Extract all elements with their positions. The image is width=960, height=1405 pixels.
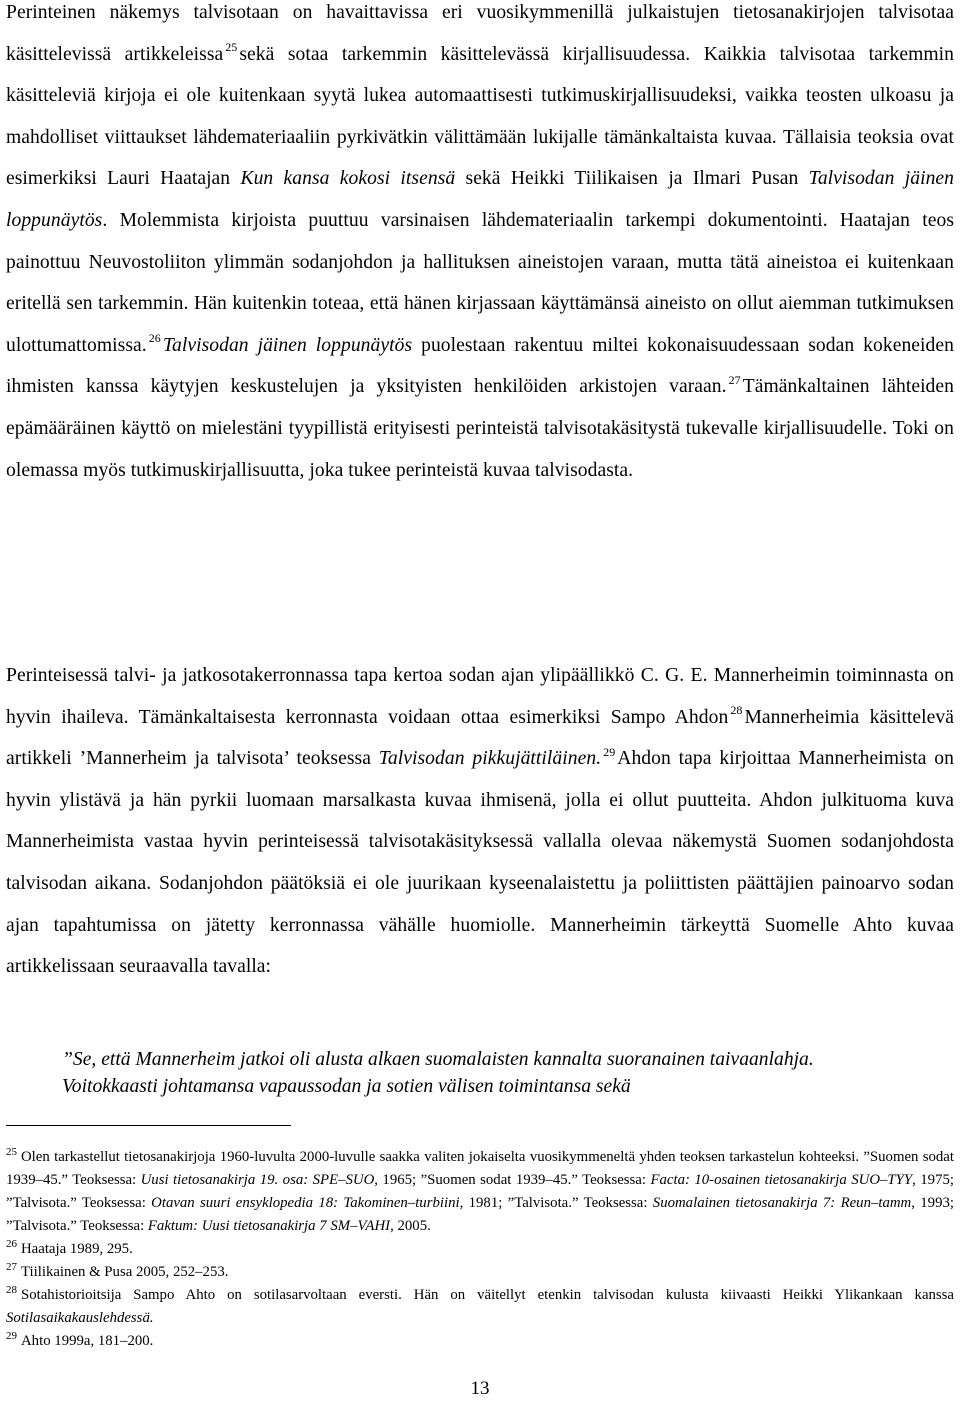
book-title: Talvisodan jäinen loppunäytös (162, 334, 413, 356)
paragraph-text: Perinteisessä talvi- ja jatkosotakerronnassa tapa kertoa sodan ajan ylipäällikkö C. G. E. Mannerheimin toiminnasta on hyvin ihaileva. Tämänkaltaisesta kerronnasta voidaan ottaa esimerkiksi Sampo Ahdon (6, 665, 954, 728)
footnote-25 (6, 1146, 954, 1238)
source-title: Otavan suuri ensyklopedia 18: Takominen–turbiini (151, 1195, 460, 1211)
footnote-text: , 1981; ”Talvisota.” Teoksessa: (459, 1195, 648, 1211)
footnote-text: Sotahistorioitsija Sampo Ahto on sotilasarvoltaan eversti. Hän on väitellyt etenkin talvisodan kulusta kiivaasti Heikki Ylikankaan kanssa (21, 1287, 954, 1303)
paragraph-text: Ahdon tapa kirjoittaa Mannerheimista on hyvin ylistävä ja hän pyrkii luomaan marsalkasta kuvaa ihmisenä, jolla ei ollut puutteita. Ahdon julkituoma kuva Mannerheimista vastaa hyvin perinteisessä talvisotakäsityksessä vallalla olevaa näkemystä Suomen sodanjohdosta talvisodan aikana. Sodanjohdon päätöksiä ei ole juurikaan kyseenalaistettu ja poliittisten päättäjien painoarvo sodan ajan tapahtumissa on jätetty kerronnassa vähälle huomiolle. Mannerheimin tärkeyttä Suomelle Ahto kuvaa artikkelissaan seuraavalla tavalla: (6, 748, 954, 978)
footnote-text: , 2005. (390, 1218, 431, 1234)
paragraph-text: Tämänkaltainen lähteiden epämääräinen käyttö on mielestäni tyypillistä erityisesti perinteistä talvisotakäsitystä tukevalle kirjallisuudelle. Toki on olemassa myös tutkimuskirjallisuutta, joka tukee perinteistä kuvaa talvisodasta. (6, 376, 955, 481)
block-quote: ”Se, että Mannerheim jatkoi oli alusta alkaen suomalaisten kannalta suoranainen taivaanlahja. Voitokkaasti johtamansa vapaussodan ja sotien välisen toimintansa sekä (62, 1049, 814, 1097)
footnote-number: 26 (6, 1238, 17, 1251)
footnote-text: , 1993; ”Talvisota.” Teoksessa: (6, 1195, 954, 1234)
source-title: Sotilasaikakauslehdessä. (6, 1310, 154, 1326)
source-title: Uusi tietosanakirja 19. osa: SPE–SUO (140, 1172, 375, 1188)
footnote-number: 27 (6, 1261, 17, 1274)
book-title: Kun kansa kokosi itsensä (240, 168, 456, 190)
body-paragraph-1 (6, 0, 954, 491)
footnote-number: 28 (6, 1284, 17, 1297)
footnote-28 (6, 1284, 954, 1330)
footnote-text: Haataja 1989, 295. (21, 1241, 133, 1257)
source-title: Suomalainen tietosanakirja 7: Reun–tamm (652, 1195, 912, 1211)
source-title: Facta: 10-osainen tietosanakirja SUO–TYY (650, 1172, 913, 1188)
footnote-29 (6, 1330, 954, 1353)
footnote-ref-27[interactable]: 27 (728, 372, 741, 387)
page-number: 13 (470, 1378, 490, 1399)
book-title: Talvisodan pikkujättiläinen. (378, 748, 602, 770)
paragraph-text: puolestaan rakentuu miltei kokonaisuudessaan sodan kokeneiden ihmisten kanssa käytyjen keskustelujen ja yksityisten henkilöiden arkistojen varaan. (6, 334, 954, 398)
footnote-ref-29[interactable]: 29 (603, 744, 616, 759)
footnote-text: , 1965; ”Suomen sodat 1939–45.” Teoksessa: (374, 1172, 646, 1188)
footnote-text: , 1975; ”Talvisota.” Teoksessa: (6, 1172, 954, 1211)
footnote-ref-25[interactable]: 25 (225, 40, 238, 55)
body-paragraph-2 (6, 655, 954, 988)
footnote-ref-28[interactable]: 28 (730, 703, 743, 718)
footnote-text: Tiilikainen & Pusa 2005, 252–253. (21, 1264, 229, 1280)
footnote-divider (6, 1125, 291, 1126)
paragraph-text: sekä sotaa tarkemmin käsittelevässä kirjallisuudessa. Kaikkia talvisotaa tarkemmin käsitteleviä kirjoja ei ole kuitenkaan syytä lukea automaattisesti tutkimuskirjallisuudeksi, vaikka teosten ulkoasu ja mahdolliset viittaukset lähdemateriaaliin pyrkivätkin välittämään lukijalle tämänkaltaista kuvaa. Tällaisia teoksia ovat esimerkiksi Lauri Haatajan (6, 43, 955, 190)
footnote-text: Ahto 1999a, 181–200. (21, 1333, 154, 1349)
paragraph-text: Mannerheimia käsittelevä artikkeli ’Mannerheim ja talvisota’ teoksessa (6, 706, 954, 770)
footnote-ref-26[interactable]: 26 (148, 331, 161, 346)
paragraph-text: sekä Heikki Tiilikaisen ja Ilmari Pusan (465, 168, 799, 190)
footnote-26 (6, 1238, 954, 1261)
book-title: Talvisodan jäinen loppunäytös (6, 168, 955, 231)
footnote-text: Olen tarkastellut tietosanakirjoja 1960-luvulta 2000-luvulle saakka valiten jokaiselta vuosikymmeneltä yhden teoksen tarkastelun kohteeksi. ”Suomen sodat 1939–45.” Teoksessa: (6, 1149, 954, 1188)
footnote-27 (6, 1261, 954, 1284)
footnotes (6, 1146, 954, 1353)
paragraph-text: Perinteinen näkemys talvisotaan on havaittavissa eri vuosikymmenillä julkaistujen tietosanakirjojen talvisotaa käsittelevissä artikkeleissa (6, 2, 954, 65)
paragraph-text: . Molemmista kirjoista puuttuu varsinaisen lähdemateriaalin tarkempi dokumentointi. Haatajan teos painottuu Neuvostoliiton ylimmän sodanjohdon ja hallituksen aineistojen varaan, mutta tätä aineistoa ei kuitenkaan eritellä sen tarkemmin. Hän kuitenkin toteaa, että hänen kirjassaan käyttämänsä aineisto on ollut aiemman tutkimuksen ulottumattomissa. (6, 209, 954, 356)
source-title: Faktum: Uusi tietosanakirja 7 SM–VAHI (147, 1218, 391, 1234)
footnote-number: 29 (6, 1330, 17, 1343)
footnote-number: 25 (6, 1146, 17, 1159)
